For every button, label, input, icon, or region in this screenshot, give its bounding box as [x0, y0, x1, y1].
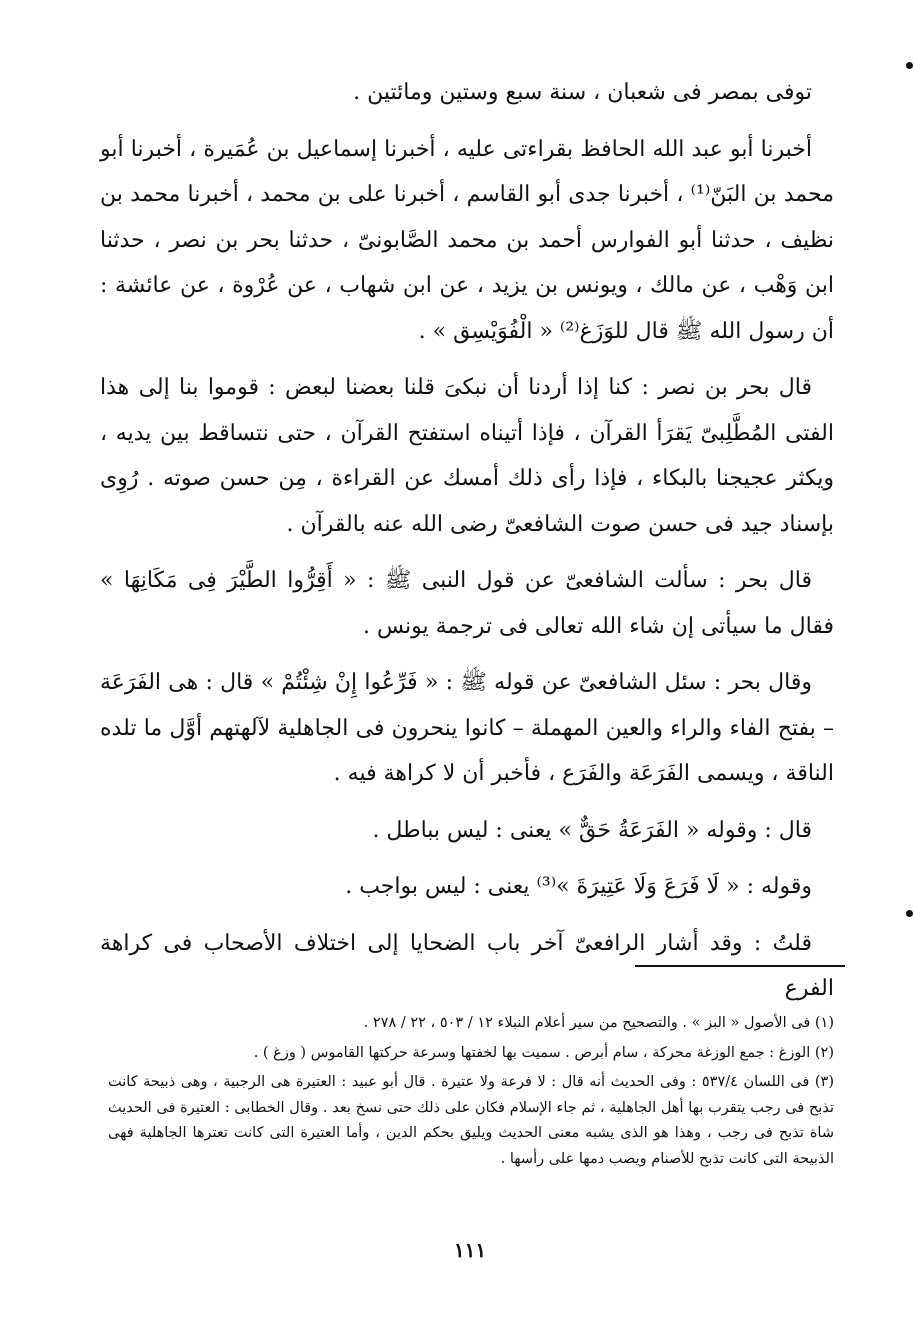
main-text — [100, 70, 834, 1023]
paragraph-bahr-quran: قال بحر بن نصر : كنا إذا أردنا أن نبكىَ قلنا بعضنا لبعض : قوموا بنا إلى هذا الفتى المُطَّلِبىّ يَقرَأ القرآن ، فإذا أتيناه استفتح القرآن ، حتى نتساقط بين يديه ، ويكثر عجيجنا بالبكاء ، فإذا رأى ذلك أمسك عن القراءة ، مِن حسن صوته . رُوِى بإسناد جيد فى حسن صوت الشافعىّ رضى الله عنه بالقرآن . — [100, 375, 834, 537]
scan-edge-mark-top — [906, 62, 913, 69]
paragraph-rafii: قلتُ : وقد أشار الرافعىّ آخر باب الضحايا إلى اختلاف الأصحاب فى كراهة الفرع — [100, 930, 834, 1001]
footnotes — [108, 1011, 834, 1176]
paragraph-faraa: وقال بحر : سئل الشافعىّ عن قوله ﷺ : « فَرِّعُوا إِنْ شِئْتُمْ » قال : هى الفَرَعَة – بفتح الفاء والراء والعين المهملة – كانوا ينحرون فى الجاهلية لآلهتهم أوَّل ما تلده الناقة ، ويسمى الفَرَعَة والفَرَع ، فأخبر أن لا كراهة فيه . — [100, 670, 834, 786]
scan-edge-mark-middle — [906, 910, 913, 917]
footnote-separator — [635, 965, 845, 967]
paragraph-isnad-aisha: أخبرنا أبو عبد الله الحافظ بقراءتى عليه ، أخبرنا إسماعيل بن عُمَيرة ، أخبرنا أبو محمد بن البَنّ⁽¹⁾ ، أخبرنا جدى أبو القاسم ، أخبرنا على بن محمد ، أخبرنا محمد بن نظيف ، حدثنا أبو الفوارس أحمد بن محمد الصَّابونىّ ، حدثنا بحر بن نصر ، حدثنا ابن وَهْب ، عن مالك ، ويونس بن يزيد ، عن ابن شهاب ، عن عُرْوة ، عن عائشة : أن رسول الله ﷺ قال للوَزَغ⁽²⁾ « الْفُوَيْسِق » . — [100, 136, 834, 344]
paragraph-death-note: توفى بمصر فى شعبان ، سنة سبع وستين ومائتين . — [353, 80, 812, 105]
paragraph-faraa-haqq: قال : وقوله « الفَرَعَةُ حَقٌّ » يعنى : ليس بباطل . — [372, 817, 812, 843]
page-number: ١١١ — [453, 1238, 487, 1262]
paragraph-bird-hadith: قال بحر : سألت الشافعىّ عن قول النبى ﷺ : « أَقِرُّوا الطَّيْرَ فِى مَكَانِهَا » فقال ما سيأتى إن شاء الله تعالى فى ترجمة يونس . — [100, 568, 834, 639]
footnote-2: (٢) الوزغ : جمع الوزغة محركة ، سام أبرص . سميت بها لخفتها وسرعة حركتها القاموس ( وزغ ) . — [253, 1044, 834, 1061]
footnote-1: (١) فى الأصول « البز » . والتصحيح من سير أعلام النبلاء ١٢ / ٥٠٣ ، ٢٢ / ٢٧٨ . — [363, 1015, 834, 1031]
footnote-3: (٣) فى اللسان ٥٣٧/٤ : وفى الحديث أنه قال : لا فرعة ولا عتيرة . قال أبو عبيد : العتيرة هى الرجبية ، وهى ذبيحة كانت تذبح فى رجب يتقرب بها أهل الجاهلية ، ثم جاء الإسلام فكان على ذلك حتى نسخ بعد . وقال الخطابى : العتيرة فى الحديث شاة تذبح فى رجب ، وهذا هو الذى يشبه معنى الحديث ويليق بحكم الدين ، وأما العتيرة التى كانت تعترها الجاهلية فهى الذبيحة التى كانت تذبح للأصنام ويصب دمها على رأسها . — [108, 1074, 834, 1167]
paragraph-la-faraa: وقوله : « لَا فَرَعَ وَلَا عَتِيرَةَ »⁽³⁾ يعنى : ليس بواجب . — [345, 874, 812, 899]
